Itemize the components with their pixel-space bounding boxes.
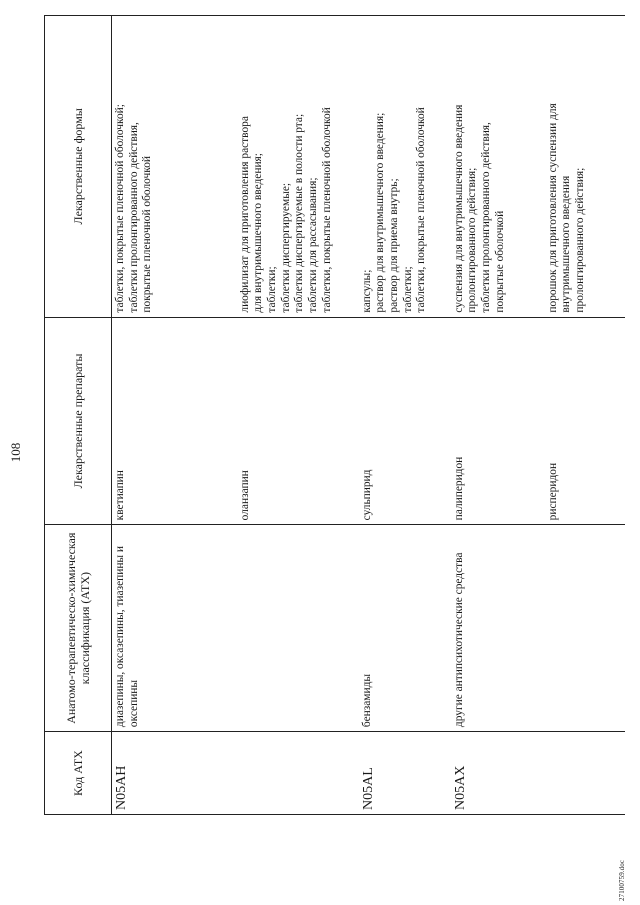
table-header-row [45, 16, 112, 815]
form-line: таблетки, покрытые пленочной оболочкой; [114, 104, 126, 313]
classification-cell: диазепины, оксазепины, тиазепины и оксепины [112, 525, 237, 732]
form-line: таблетки, покрытые пленочной оболочкой [415, 107, 428, 313]
form-line: таблетки; [265, 266, 278, 313]
form-line: таблетки, покрытые пленочной оболочкой [320, 107, 333, 313]
drug-cell: палиперидон [451, 317, 545, 525]
form-line: покрытые пленочной оболочкой [141, 155, 154, 313]
classification-cell: другие антипсихотические средства [451, 525, 545, 732]
table-row [359, 16, 451, 815]
page-number: 108 [8, 442, 23, 463]
drug-cell: сульпирид [359, 317, 451, 525]
header-forms: Лекарственные формы [45, 16, 112, 318]
form-line: лиофилизат для приготовления раствора [238, 116, 251, 313]
atx-code-cell: N05AH [112, 732, 237, 815]
drug-cell: кветиапин [112, 317, 237, 525]
form-line: раствор для внутримышечного введения; [374, 112, 387, 313]
form-line: пролонгированного действия; [466, 167, 479, 313]
forms-cell [451, 16, 545, 318]
drug-cell: рисперидон [545, 317, 625, 525]
form-line: суспензия для внутримышечного введения [452, 104, 465, 313]
form-line: таблетки; [401, 266, 414, 313]
form-line: порошок для приготовления суспензии для [546, 103, 559, 313]
header-code: Код АТХ [45, 732, 112, 815]
classification-cell: бензамиды [359, 525, 451, 732]
forms-cell [112, 16, 237, 318]
table-row [237, 16, 359, 815]
form-line: пролонгированного действия; [573, 167, 586, 313]
classification-cell [545, 525, 625, 732]
table-row [451, 16, 545, 815]
atx-code-cell: N05AL [359, 732, 451, 815]
form-line: для внутримышечного введения; [252, 153, 265, 313]
form-line: покрытые оболочкой [493, 210, 506, 313]
form-line: таблетки диспергируемые; [279, 182, 292, 313]
forms-cell [545, 16, 625, 318]
form-line: капсулы; [360, 269, 373, 313]
table-row [545, 16, 625, 815]
form-line: таблетки пролонгированного действия, [479, 122, 492, 313]
form-line: внутримышечного введения [560, 175, 573, 313]
form-line: таблетки пролонгированного действия, [127, 122, 140, 313]
classification-cell [237, 525, 359, 732]
atx-code-cell [545, 732, 625, 815]
forms-cell [359, 16, 451, 318]
header-drugs: Лекарственные препараты [45, 317, 112, 525]
document-id: 27100759.doc [618, 859, 626, 901]
atx-code-cell: N05AX [451, 732, 545, 815]
atx-code-cell [237, 732, 359, 815]
forms-cell [237, 16, 359, 318]
form-line: раствор для приема внутрь; [387, 178, 400, 313]
table-row [112, 16, 237, 815]
drug-cell: оланзапин [237, 317, 359, 525]
atx-table [44, 15, 625, 815]
form-line: таблетки диспергируемые в полости рта; [293, 113, 306, 313]
form-line: таблетки для рассасывания; [306, 177, 319, 313]
header-classification: Анатомо-терапевтическо-химическая классификация (АТХ) [45, 525, 112, 732]
